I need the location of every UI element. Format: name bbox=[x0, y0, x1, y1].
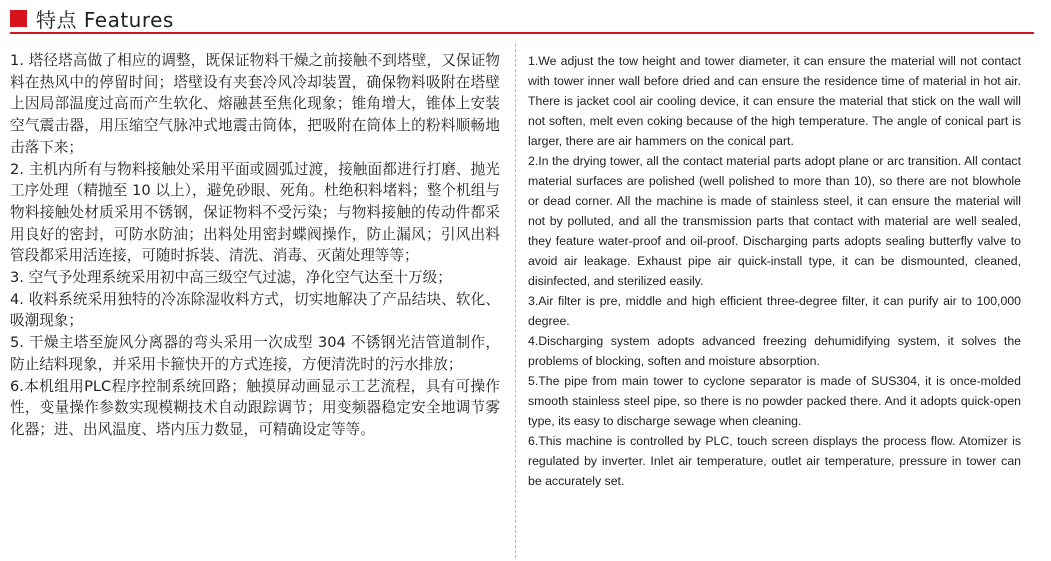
feature-item-en-6: 6.This machine is controlled by PLC, touch screen displays the process flow. Atomizer is regulated by inverter. Inlet air temperature, outlet air temperature, pressure in tower can be accurately set. bbox=[528, 434, 1021, 488]
feature-item-zh-3: 3. 空气予处理系统采用初中高三级空气过滤，净化空气达至十万级； bbox=[10, 269, 452, 287]
feature-item-zh-1: 1. 塔径塔高做了相应的调整，既保证物料干燥之前接触不到塔壁，又保证物料在热风中的停留时间；塔壁设有夹套冷风冷却装置，确保物料吸附在塔壁上因局部温度过高而产生软化、熔融甚至焦化现象；锥角增大，锥体上安装空气震击器，用压缩空气脉冲式地震击筒体，把吸附在筒体上的粉料顺畅地击落下来； bbox=[10, 52, 500, 156]
feature-item-en-1: 1.We adjust the tow height and tower diameter, it can ensure the material will not contact with tower inner wall before dried and can ensure the residence time of material in hot air. There is jacket cool air cooling device, it can ensure the material that stick on the wall will not soften, melt even coking because of the high temperature. The angle of conical part is larger, there are air hammers on the conical part. bbox=[528, 54, 1021, 148]
english-features-column bbox=[528, 51, 1021, 491]
feature-item-en-2: 2.In the drying tower, all the contact material parts adopt plane or arc transition. All contact material surfaces are polished (well polished to more than 10), so there are not blowhole or dead corner. All the machine is made of stainless steel, it can ensure the material will not by polluted, and all the transmission parts that contact with material are well sealed, they feature water-proof and oil-proof. Discharging parts adopts sealing butterfly valve to avoid air leakage. Exhaust pipe air quick-install type, it can be dismounted, cleaned, disinfected, and sterilized easily. bbox=[528, 154, 1021, 288]
section-header bbox=[10, 4, 174, 32]
red-square-icon bbox=[10, 10, 27, 27]
column-divider bbox=[515, 44, 516, 558]
feature-item-zh-4: 4. 收料系统采用独特的冷冻除湿收料方式，切实地解决了产品结块、软化、吸潮现象； bbox=[10, 290, 500, 330]
feature-item-zh-6: 6.本机组用PLC程序控制系统回路；触摸屏动画显示工艺流程，具有可操作性，变量操作参数实现模糊技术自动跟踪调节；用变频器稳定安全地调节雾化器；进、出风温度、塔内压力数显，可精确设定等等。 bbox=[10, 377, 500, 438]
feature-item-en-3: 3.Air filter is pre, middle and high efficient three-degree filter, it can purify air to 100,000 degree. bbox=[528, 294, 1021, 328]
feature-item-en-4: 4.Discharging system adopts advanced freezing dehumidifying system, it solves the problems of blocking, soften and moisture absorption. bbox=[528, 334, 1021, 368]
feature-item-zh-2: 2. 主机内所有与物料接触处采用平面或圆弧过渡，接触面都进行打磨、抛光工序处理（精抛至 10 以上），避免砂眼、死角。杜绝积料堵料；整个机组与物料接触处材质采用不锈钢，保证物料不受污染；与物料接触的传动件都采用良好的密封，可防水防油；出料处用密封蝶阀操作，防止漏风；引风出料管段都采用活连接，可随时拆装、清洗、消毒、灭菌处理等等； bbox=[10, 160, 500, 265]
feature-item-zh-5: 5. 干燥主塔至旋风分离器的弯头采用一次成型 304 不锈钢光洁管道制作，防止结料现象，并采用卡箍快开的方式连接，方便清洗时的污水排放； bbox=[10, 334, 500, 373]
chinese-features-column bbox=[10, 50, 500, 441]
feature-item-en-5: 5.The pipe from main tower to cyclone separator is made of SUS304, it is once-molded smooth stainless steel pipe, so there is no powder packed there. And it adopts quick-open type, its easy to discharge sewage when cleaning. bbox=[528, 374, 1021, 428]
section-title: 特点 Features bbox=[36, 7, 174, 32]
header-underline bbox=[10, 32, 1034, 34]
